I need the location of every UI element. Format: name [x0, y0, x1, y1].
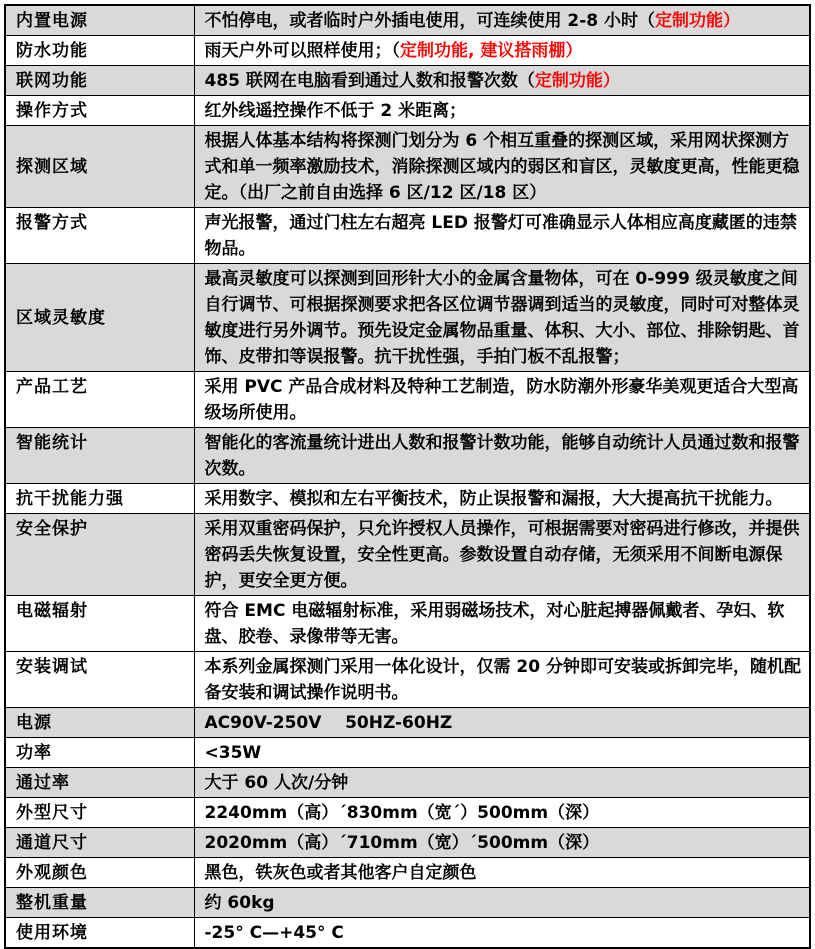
spec-text: 采用双重密码保护，只允许授权人员操作，可根据需要对密码进行修改，并提供密码丢失恢复设置，安全性更高。参数设置自动存储，无须采用不间断电源保护，更安全更方便。: [204, 519, 800, 591]
spec-row-label: 探测区域: [5, 126, 194, 208]
spec-row-label: 使用环境: [5, 918, 194, 949]
spec-row-label: 智能统计: [5, 428, 194, 484]
spec-row-label: 电磁辐射: [5, 596, 194, 652]
spec-row-label: 抗干扰能力强: [5, 484, 194, 514]
spec-row-label: 外观颜色: [5, 858, 194, 888]
spec-row-value: [194, 126, 810, 208]
spec-row: [5, 484, 810, 514]
spec-text: 2240mm（高）´830mm（宽´）500mm（深）: [204, 803, 600, 823]
spec-row: [5, 96, 810, 126]
spec-text-highlight-red: 定制功能, 建议搭雨棚）: [400, 41, 583, 61]
spec-text: 大于 60 人次/分钟: [204, 773, 349, 793]
spec-text: 智能化的客流量统计进出人数和报警计数功能，能够自动统计人员通过数和报警次数。: [204, 433, 800, 479]
spec-row-label: 安全保护: [5, 514, 194, 596]
spec-row-label: 通过率: [5, 768, 194, 798]
spec-row: [5, 428, 810, 484]
spec-row-value: [194, 36, 810, 66]
spec-text: 本系列金属探测门采用一体化设计，仅需 20 分钟即可安装或拆卸完毕，随机配备安装和调试操作说明书。: [204, 657, 801, 703]
spec-text: AC90V-250V 50HZ-60HZ: [204, 713, 453, 733]
spec-row-label: 报警方式: [5, 208, 194, 264]
spec-text: 根据人体基本结构将探测门划分为 6 个相互重叠的探测区域，采用网状探测方式和单一频率激励技术，消除探测区域内的弱区和盲区，灵敏度更高，性能更稳定。（出厂之前自由选择 6 区/12 区/18 区）: [204, 131, 800, 203]
spec-row: [5, 36, 810, 66]
spec-row-label: 外型尺寸: [5, 798, 194, 828]
spec-text: 最高灵敏度可以探测到回形针大小的金属含量物体，可在 0-999 级灵敏度之间自行调节、可根据探测要求把各区位调节器调到适当的灵敏度，同时可对整体灵敏度进行另外调节。预先设定金属物品重量、体积、大小、部位、排除钥匙、首饰、皮带扣等误报警。抗干扰性强，手拍门板不乱报警；: [204, 269, 800, 367]
spec-row: [5, 708, 810, 738]
spec-row-value: [194, 798, 810, 828]
spec-row-label: 整机重量: [5, 888, 194, 918]
spec-text: <35W: [204, 743, 262, 763]
spec-row-value: [194, 372, 810, 428]
spec-row: [5, 888, 810, 918]
spec-row: [5, 264, 810, 372]
spec-row-value: [194, 768, 810, 798]
spec-row-value: [194, 918, 810, 949]
spec-row-value: [194, 66, 810, 96]
spec-row-value: [194, 828, 810, 858]
spec-row: [5, 858, 810, 888]
spec-row: [5, 372, 810, 428]
spec-row-value: [194, 484, 810, 514]
spec-row-label: 电源: [5, 708, 194, 738]
spec-row-value: [194, 652, 810, 708]
spec-row-value: [194, 858, 810, 888]
spec-text: 雨天户外可以照样使用；（: [204, 41, 400, 61]
spec-row-label: 产品工艺: [5, 372, 194, 428]
spec-row: [5, 66, 810, 96]
spec-text: 约 60kg: [204, 893, 275, 913]
spec-row-value: [194, 738, 810, 768]
spec-row-label: 内置电源: [5, 5, 194, 36]
spec-row: [5, 208, 810, 264]
spec-row: [5, 828, 810, 858]
spec-row: [5, 5, 810, 36]
spec-text: 声光报警，通过门柱左右超亮 LED 报警灯可准确显示人体相应高度藏匿的违禁物品。: [204, 213, 797, 259]
spec-text: 采用 PVC 产品合成材料及特种工艺制造，防水防潮外形豪华美观更适合大型高级场所使用。: [204, 377, 799, 423]
spec-text: -25° C—+45° C: [204, 923, 344, 943]
spec-text-highlight-red: 定制功能）: [655, 11, 741, 31]
spec-table-body: [5, 5, 810, 948]
spec-row: [5, 514, 810, 596]
spec-text: 符合 EMC 电磁辐射标准，采用弱磁场技术，对心脏起搏器佩戴者、孕妇、软盘、胶卷、录像带等无害。: [204, 601, 785, 647]
spec-text: 485 联网在电脑看到通过人数和报警次数（: [204, 71, 535, 91]
spec-row-value: [194, 514, 810, 596]
spec-row: [5, 126, 810, 208]
spec-row: [5, 918, 810, 949]
spec-row-value: [194, 5, 810, 36]
spec-row-value: [194, 264, 810, 372]
spec-row-value: [194, 596, 810, 652]
spec-text: 黑色，铁灰色或者其他客户自定颜色: [204, 863, 477, 883]
spec-text-highlight-red: 定制功能）: [534, 71, 620, 91]
spec-row-label: 区域灵敏度: [5, 264, 194, 372]
spec-text: 采用数字、模拟和左右平衡技术，防止误报警和漏报，大大提高抗干扰能力。: [204, 489, 783, 509]
spec-row-value: [194, 96, 810, 126]
spec-row: [5, 768, 810, 798]
spec-table: [4, 4, 811, 949]
spec-text: 2020mm（高）´710mm（宽）´500mm（深）: [204, 833, 600, 853]
spec-row: [5, 596, 810, 652]
spec-row-value: [194, 428, 810, 484]
spec-row-value: [194, 708, 810, 738]
spec-row-label: 防水功能: [5, 36, 194, 66]
spec-text: 红外线遥控操作不低于 2 米距离；: [204, 101, 467, 121]
spec-row: [5, 798, 810, 828]
spec-row-value: [194, 208, 810, 264]
spec-row-label: 功率: [5, 738, 194, 768]
spec-row-label: 安装调试: [5, 652, 194, 708]
spec-row-value: [194, 888, 810, 918]
spec-row: [5, 652, 810, 708]
spec-row-label: 操作方式: [5, 96, 194, 126]
spec-row-label: 通道尺寸: [5, 828, 194, 858]
spec-row-label: 联网功能: [5, 66, 194, 96]
spec-text: 不怕停电，或者临时户外插电使用，可连续使用 2-8 小时（: [204, 11, 656, 31]
spec-row: [5, 738, 810, 768]
